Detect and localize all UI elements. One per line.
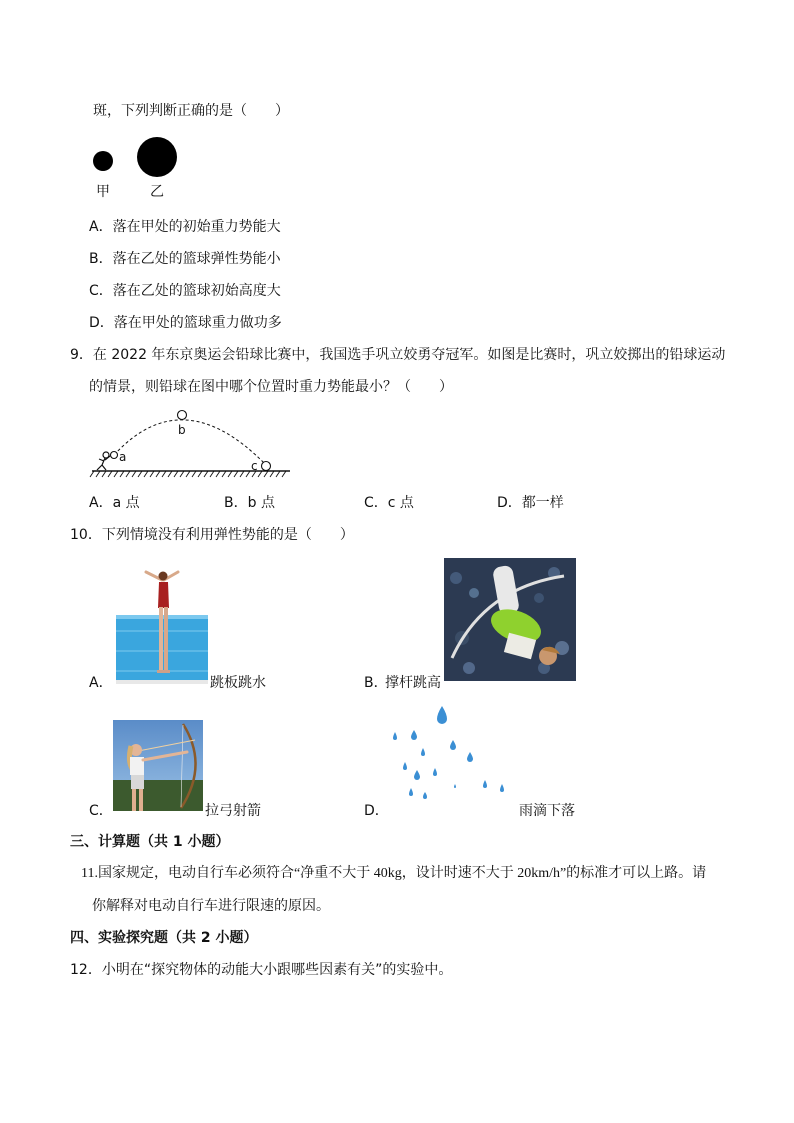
q10-option-d-text: 雨滴下落 — [519, 803, 575, 819]
q8-option-c: C．落在乙处的篮球初始高度大 — [89, 283, 281, 299]
q10-option-c-letter: C． — [89, 803, 113, 819]
q9-stem-line2: 的情景，则铅球在图中哪个位置时重力势能最小？（ ） — [89, 379, 453, 395]
q11-line1: 11.国家规定，电动自行车必须符合“净重不大于 40kg，设计时速不大于 20km/h”的标准才可以上路。请 — [81, 866, 707, 881]
section4-heading: 四、实验探究题（共 2 小题） — [70, 930, 258, 946]
q10-option-b-letter: B． — [364, 675, 388, 691]
trajectory-dashed-arc — [114, 420, 266, 465]
q10-option-b-text: 撑杆跳高 — [385, 675, 441, 691]
q8-stem-tail: 斑，下列判断正确的是（ ） — [93, 103, 289, 119]
shot-ball-at-c — [262, 462, 271, 471]
q10-option-c-text: 拉弓射箭 — [205, 803, 261, 819]
shot-ball-at-a — [111, 452, 118, 459]
basketball-spot-large — [137, 137, 177, 177]
q9-option-b: B．b 点 — [224, 495, 275, 511]
label-jia: 甲 — [96, 184, 110, 200]
q8-option-b: B．落在乙处的篮球弹性势能小 — [89, 251, 281, 267]
q10-option-a-text: 跳板跳水 — [210, 675, 266, 691]
pole-vault-photo — [444, 558, 576, 681]
q12-stem: 12．小明在“探究物体的动能大小跟哪些因素有关”的实验中。 — [70, 962, 453, 978]
q9-option-a: A．a 点 — [89, 495, 140, 511]
basketball-spot-small — [93, 151, 113, 171]
q10-option-d-letter: D． — [364, 803, 389, 819]
q9-option-c: C．c 点 — [364, 495, 414, 511]
point-label-c: c — [251, 459, 258, 473]
q8-option-d: D．落在甲处的篮球重力做功多 — [89, 315, 282, 331]
ground — [90, 471, 290, 477]
q9-option-d: D．都一样 — [497, 495, 564, 511]
q9-stem-line1: 9．在 2022 年东京奥运会铅球比赛中，我国选手巩立姣勇夺冠军。如图是比赛时，巩立姣掷出的铅球运动 — [70, 347, 726, 363]
point-label-b: b — [178, 423, 186, 437]
section3-heading: 三、计算题（共 1 小题） — [70, 834, 230, 850]
shot-put-trajectory-diagram — [88, 405, 298, 480]
raindrops-picture — [385, 700, 519, 812]
q8-option-a: A．落在甲处的初始重力势能大 — [89, 219, 281, 235]
athlete-figure — [97, 452, 110, 470]
point-label-a: a — [119, 450, 127, 464]
archery-photo — [113, 720, 203, 811]
q11-line2: 你解释对电动自行车进行限速的原因。 — [92, 898, 330, 914]
diving-photo — [116, 560, 208, 684]
label-yi: 乙 — [150, 184, 164, 200]
q10-option-a-letter: A． — [89, 675, 113, 691]
shot-ball-at-b — [178, 411, 187, 420]
q10-stem: 10．下列情境没有利用弹性势能的是（ ） — [70, 527, 354, 543]
